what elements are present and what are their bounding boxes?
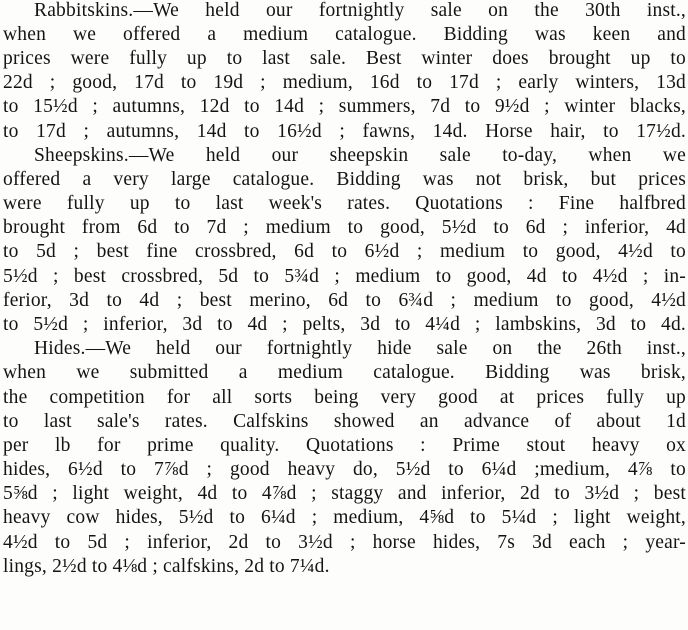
text-line: to 17d ; autumns, 14d to 16½d ; fawns, 14d. Horse hair, to 17½d. [3,121,686,142]
text-line: heavy cow hides, 5½d to 6¼d ; medium, 4⅝d to 5¼d ; light weight, [3,507,686,528]
text-line: to 15½d ; autumns, 12d to 14d ; summers, 7d to 9½d ; winter blacks, [3,96,686,117]
text-line: 4½d to 5d ; inferior, 2d to 3½d ; horse hides, 7s 3d each ; year- [3,532,686,553]
text-line: offered a very large catalogue. Bidding was not brisk, but prices [3,169,686,190]
text-line: to 5d ; best fine crossbred, 6d to 6½d ; medium to good, 4½d to [3,241,686,262]
text-line: to 5½d ; inferior, 3d to 4d ; pelts, 3d to 4¼d ; lambskins, 3d to 4d. [3,314,686,335]
text-line: prices were fully up to last sale. Best winter does brought up to [3,48,686,69]
text-line: hides, 6½d to 7⅞d ; good heavy do, 5½d to 6¼d ;medium, 4⅞ to [3,459,686,480]
text-line: Hides.—We held our fortnightly hide sale on the 26th inst., [34,338,686,359]
text-line: lings, 2½d to 4⅛d ; calfskins, 2d to 7¼d. [3,556,330,577]
text-line: Rabbitskins.—We held our fortnightly sale on the 30th inst., [34,0,686,21]
text-line: were fully up to last week's rates. Quotations : Fine halfbred [3,193,686,214]
text-line: per lb for prime quality. Quotations : Prime stout heavy ox [3,435,686,456]
text-line: 22d ; good, 17d to 19d ; medium, 16d to 17d ; early winters, 13d [3,72,686,93]
text-line: 5½d ; best crossbred, 5d to 5¾d ; medium to good, 4d to 4½d ; in- [3,266,686,287]
text-line: to last sale's rates. Calfskins showed an advance of about 1d [3,411,686,432]
text-line: the competition for all sorts being very good at prices fully up [3,387,686,408]
text-line: 5⅝d ; light weight, 4d to 4⅞d ; staggy and inferior, 2d to 3½d ; best [3,483,686,504]
text-line: when we offered a medium catalogue. Bidding was keen and [3,24,686,45]
text-line: when we submitted a medium catalogue. Bidding was brisk, [3,362,686,383]
text-line: ferior, 3d to 4d ; best merino, 6d to 6¾d ; medium to good, 4½d [3,290,686,311]
text-line: brought from 6d to 7d ; medium to good, 5½d to 6d ; inferior, 4d [3,217,686,238]
text-line: Sheepskins.—We held our sheepskin sale to-day, when we [34,145,686,166]
